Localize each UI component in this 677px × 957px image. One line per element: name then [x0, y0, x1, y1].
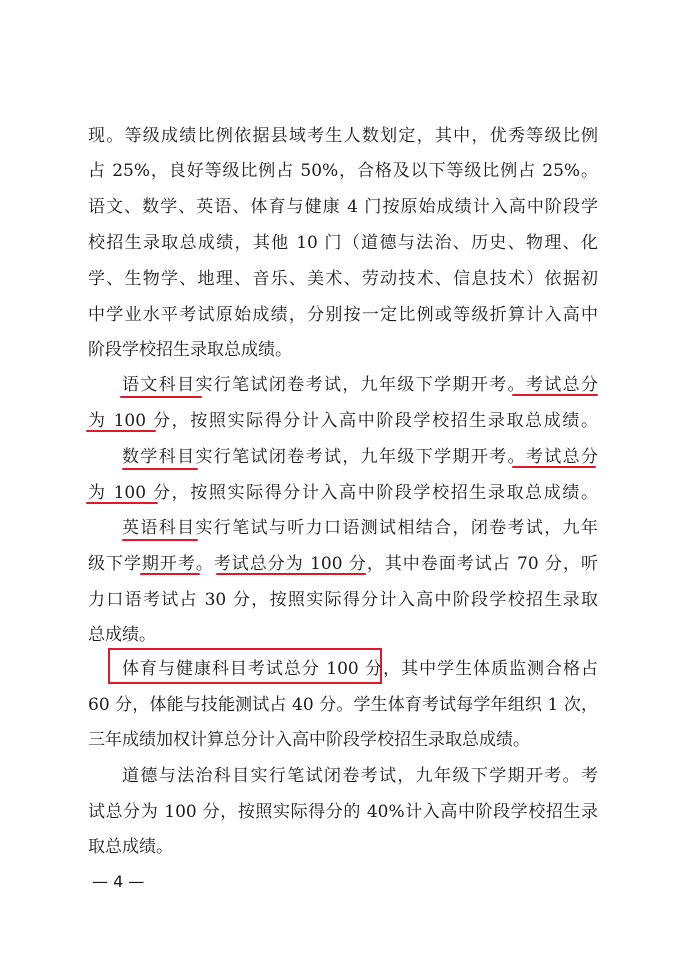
text-line: 级下学期开考。考试总分为 100 分，其中卷面考试占 70 分，听 — [88, 554, 598, 574]
annotation-underline — [86, 430, 156, 432]
text-line: 校招生录取总成绩，其他 10 门（道德与法治、历史、物理、化 — [88, 233, 598, 253]
annotation-underline — [122, 468, 198, 470]
text-line: 试总分为 100 分，按照实际得分的 40%计入高中阶段学校招生录 — [88, 802, 598, 822]
text-line: 为 100 分，按照实际得分计入高中阶段学校招生录取总成绩。 — [88, 411, 598, 431]
text-line: 取总成绩。 — [88, 837, 173, 857]
annotation-box — [108, 648, 382, 684]
text-line: 现。等级成绩比例依据县域考生人数划定，其中，优秀等级比例 — [88, 126, 598, 146]
annotation-underline — [122, 539, 198, 541]
annotation-underline — [120, 396, 202, 398]
text-line: 学、生物学、地理、音乐、美术、劳动技术、信息技术）依据初 — [88, 269, 598, 289]
page-number: — 4 — — [92, 872, 145, 891]
annotation-underline — [512, 466, 596, 468]
chinese-subject-line: 语文科目实行笔试闭卷考试，九年级下学期开考。考试总分 — [122, 375, 598, 395]
annotation-underline — [512, 394, 598, 396]
text-line: 为 100 分，按照实际得分计入高中阶段学校招生录取总成绩。 — [88, 483, 598, 503]
pe-subject-line: 体育与健康科目考试总分 100 分，其中学生体质监测合格占 — [122, 659, 598, 679]
text-line: 总成绩。 — [88, 625, 156, 645]
text-line: 力口语考试占 30 分，按照实际得分计入高中阶段学校招生录取 — [88, 590, 598, 610]
text-line: 阶段学校招生录取总成绩。 — [88, 340, 292, 360]
annotation-underline — [86, 502, 158, 504]
math-subject-line: 数学科目实行笔试闭卷考试，九年级下学期开考。考试总分 — [122, 447, 598, 467]
text-line: 60 分，体能与技能测试占 40 分。学生体育考试每学年组织 1 次， — [88, 695, 598, 715]
text-line: 语文、数学、英语、体育与健康 4 门按原始成绩计入高中阶段学 — [88, 197, 598, 217]
ethics-subject-line: 道德与法治科目实行笔试闭卷考试，九年级下学期开考。考 — [122, 766, 598, 786]
text-line: 中学业水平考试原始成绩，分别按一定比例或等级折算计入高中 — [88, 305, 598, 325]
text-line: 占 25%，良好等级比例占 50%，合格及以下等级比例占 25%。 — [88, 161, 598, 181]
text-line: 三年成绩加权计算总分计入高中阶段学校招生录取总成绩。 — [88, 730, 530, 750]
annotation-underline — [216, 573, 366, 575]
english-subject-line: 英语科目实行笔试与听力口语测试相结合，闭卷考试，九年 — [122, 518, 598, 538]
annotation-underline — [140, 573, 200, 575]
